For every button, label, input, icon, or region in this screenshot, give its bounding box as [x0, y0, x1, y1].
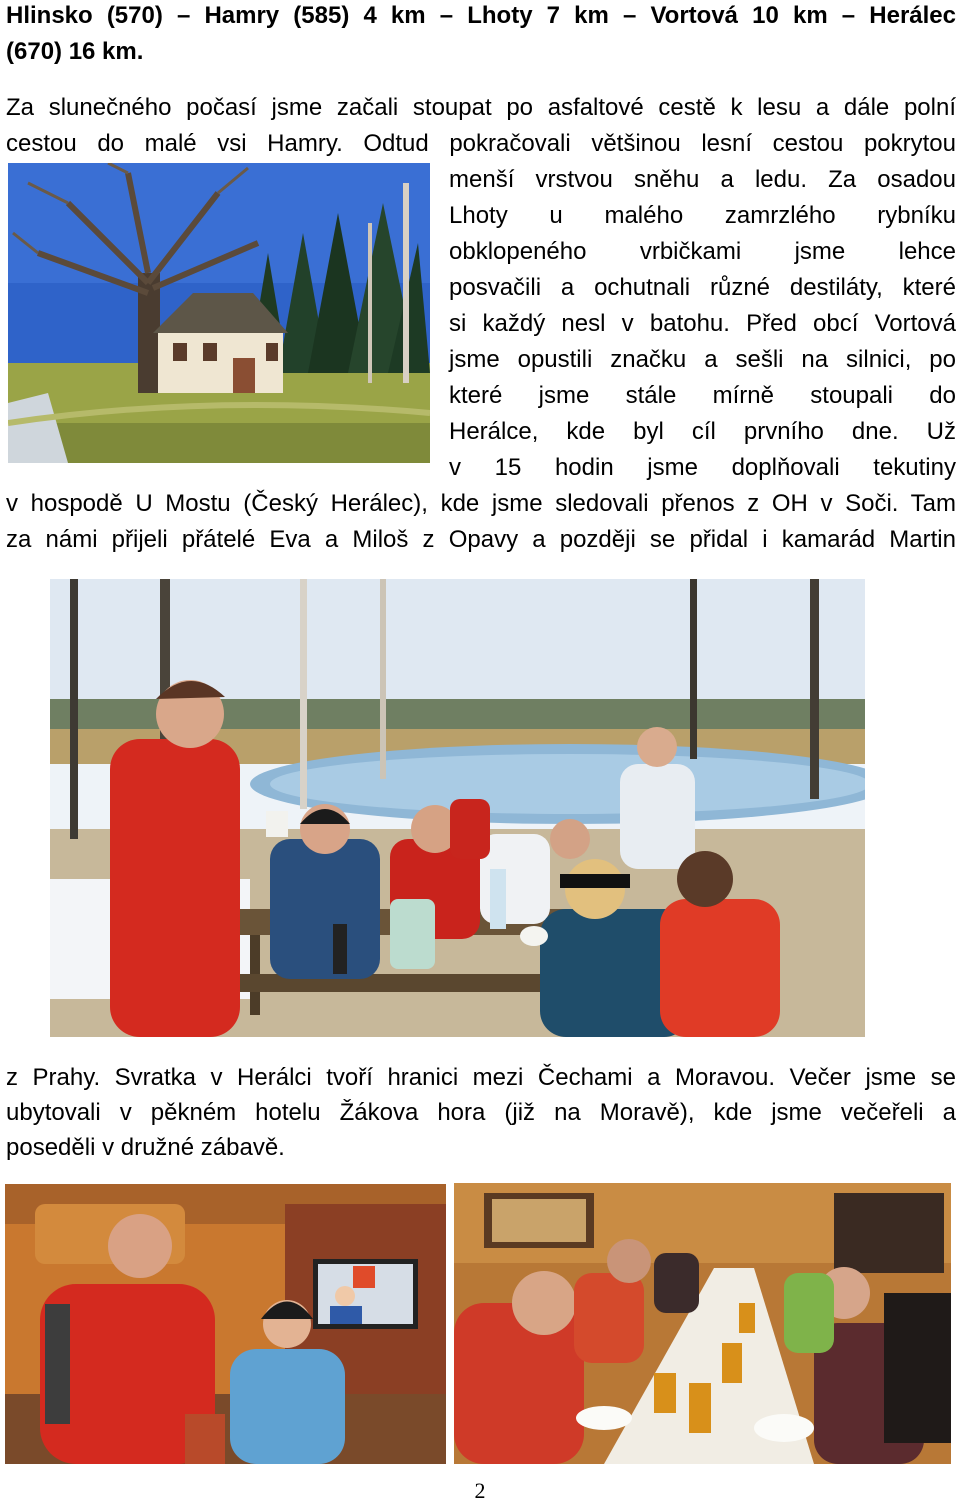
paragraph-line: jsme opustili značku a sešli na silnici, po: [449, 346, 956, 373]
paragraph-line: z Prahy. Svratka v Herálci tvoří hranici mezi Čechami a Moravou. Večer jsme se: [6, 1064, 956, 1091]
paragraph-line: cestou do malé vsi Hamry. Odtud pokračovali většinou lesní cestou pokrytou: [6, 130, 956, 157]
paragraph-line: v 15 hodin jsme doplňovali tekutiny: [449, 454, 956, 481]
paragraph-line: ubytovali v pěkném hotelu Žákova hora (již na Moravě), kde jsme večeřeli a: [6, 1099, 956, 1126]
pub-photo: [5, 1184, 446, 1464]
paragraph-line: za námi přijeli přátelé Eva a Miloš z Opavy a později se přidal i kamarád Martin: [6, 526, 956, 553]
paragraph-line: obklopeného vrbičkami jsme lehce: [449, 238, 956, 265]
paragraph-line: posvačili a ochutnali různé destiláty, které: [449, 274, 956, 301]
paragraph-line: v hospodě U Mostu (Český Herálec), kde jsme sledovali přenos z OH v Soči. Tam: [6, 490, 956, 517]
paragraph-line: si každý nesl v batohu. Před obcí Vortová: [449, 310, 956, 337]
paragraph-line: které jsme stále mírně stoupali do: [449, 382, 956, 409]
paragraph-line: poseděli v družné zábavě.: [6, 1134, 285, 1161]
paragraph-line: Za slunečného počasí jsme začali stoupat po asfaltové cestě k lesu a dále polní: [6, 94, 956, 121]
picnic-group-photo: [50, 579, 865, 1037]
paragraph-line: menší vrstvou sněhu a ledu. Za osadou: [449, 166, 956, 193]
dinner-photo: [454, 1183, 951, 1464]
paragraph-line: Herálce, kde byl cíl prvního dne. Už: [449, 418, 956, 445]
house-photo: [8, 163, 430, 463]
paragraph-line: Lhoty u malého zamrzlého rybníku: [449, 202, 956, 229]
page-number: 2: [474, 1478, 486, 1503]
route-heading-line-1: Hlinsko (570) – Hamry (585) 4 km – Lhoty 7 km – Vortová 10 km – Herálec: [6, 2, 956, 29]
route-heading-line-2: (670) 16 km.: [6, 38, 144, 65]
